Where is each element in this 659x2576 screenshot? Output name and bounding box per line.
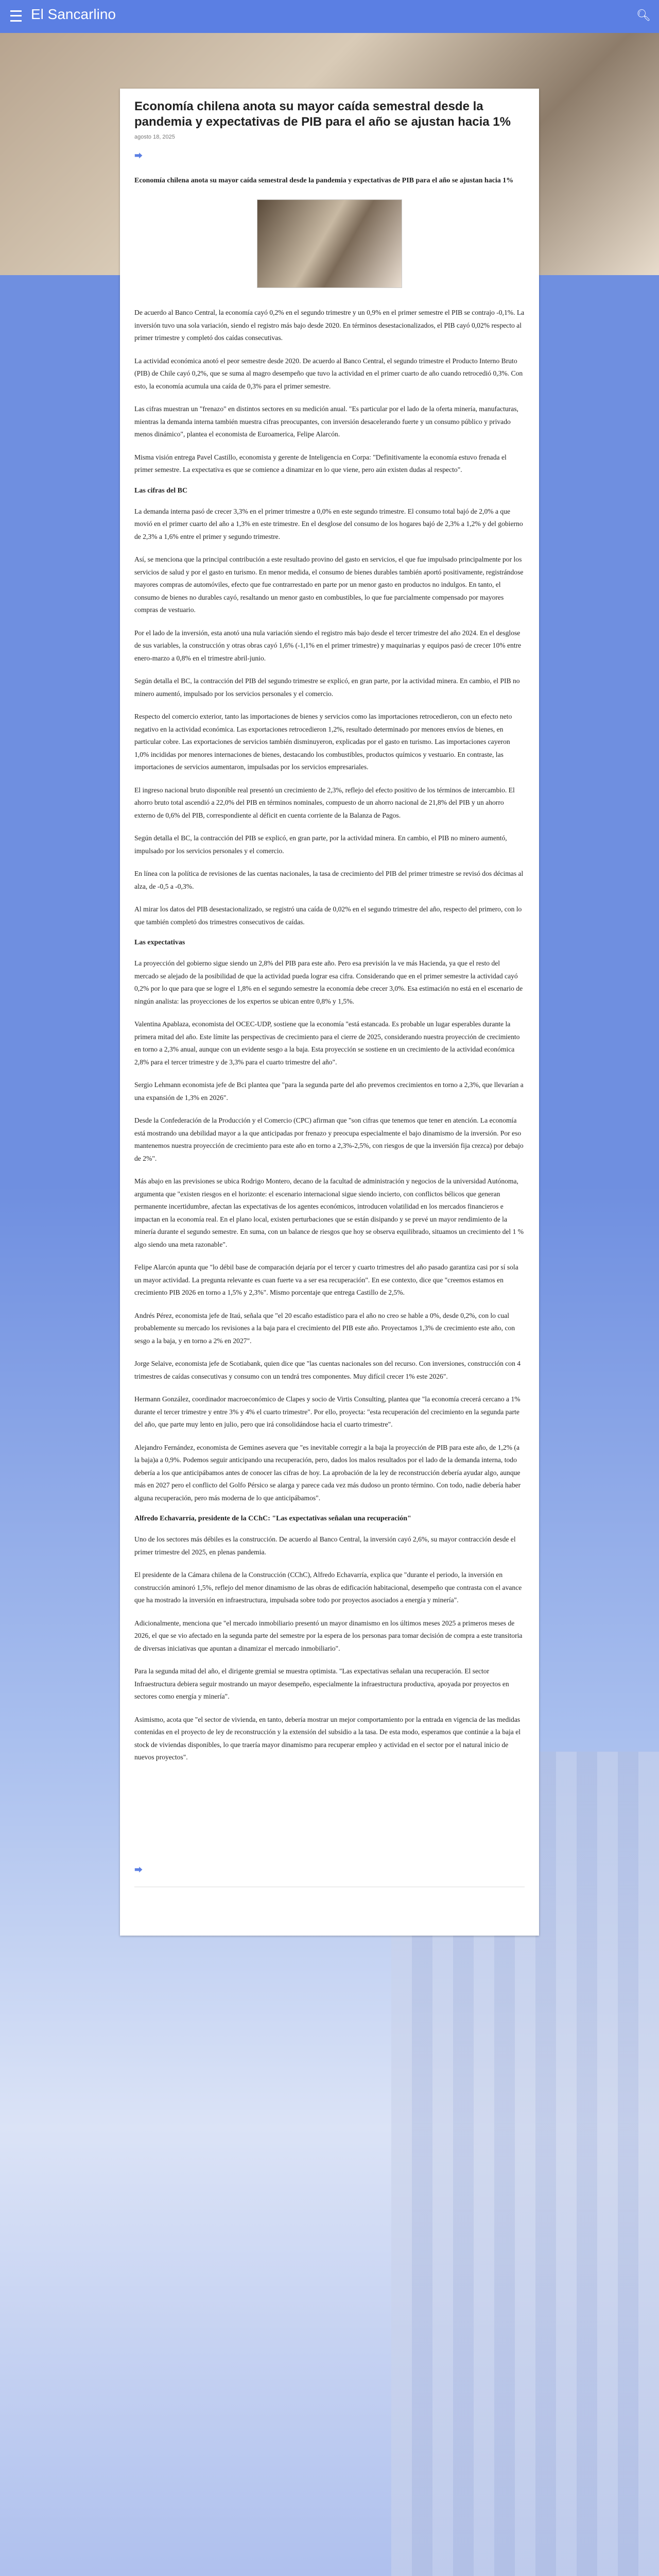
post-paragraph: Andrés Pérez, economista jefe de Itaú, señala que "el 20 escaño estadístico para el año no creo se hable a 0%, desde 0,2%, con lo cual probablemente su mercado los revisiones a la baja para el crecimiento del PIB este año. Proyectamos 1,3% de crecimiento este año, con sesgo a la baja, y en torno a 2% en 2027".: [134, 1311, 515, 1345]
post-paragraph: De acuerdo al Banco Central, la economía cayó 0,2% en el segundo trimestre y un 0,9% en el primer semestre el PIB se contrajo -0,1%. La inversión tuvo una sola variación, siendo el registro más bajo desde 2020. En términos desestacionalizados, el PIB cayó 0,02% respecto al primer trimestre y completó dos caídas consecutivas.: [134, 309, 525, 342]
post-date[interactable]: agosto 18, 2025: [134, 134, 175, 140]
post-paragraph: Hermann González, coordinador macroeconómico de Clapes y socio de Virtis Consulting, plantea que "la economía crecerá cercano a 1% durante el tercer trimestre y entre 3% y 4% el cuarto trimestre". Por ello, proyecta: "esta recuperación del crecimiento en la segunda parte del año, que parte muy lento en julio, pero que irá consolidándose hacia el cuarto trimestre".: [134, 1395, 521, 1428]
post-paragraph: Alejandro Fernández, economista de Gemines asevera que "es inevitable corregir a la baja la proyección de PIB para este año, de 1,2% (a la baja)a a 0,9%. Podemos seguir anticipando una recuperación, pero, dados los malos resultados por el lado de la demanda interna, todo debería a los que anticipábamos antes de conocer las cifras de hoy. La aprobación de la ley de reconstrucción debería ayudar algo, aunque más en 2027 pero el conflicto del Golfo Pérsico se alarga y parece cada vez más dudoso un pronto término. Con todo, nadie debería haber alguna recuperación, pero más moderna de lo que anticipábamos".: [134, 1443, 521, 1502]
post-paragraph: Para la segunda mitad del año, el dirigente gremial se muestra optimista. "Las expectativas señalan una recuperación. El sector Infraestructura debiera seguir mostrando un mayor desempeño, especialmente la infraestructura productiva, apoyada por proyectos en sectores como energía y minería".: [134, 1667, 509, 1700]
post-paragraph: Por el lado de la inversión, esta anotó una nula variación siendo el registro más bajo desde el tercer trimestre del año 2024. En el desglose de sus variables, la construcción y otras obras cayó 1,6% (-1,1% en el primer trimestre) y maquinarias y equipos pasó de crecer 10% entre enero-marzo a 0,8% en el trimestre abril-junio.: [134, 629, 522, 662]
post-title: Economía chilena anota su mayor caída semestral desde la pandemia y expectativas de PIB para el año se ajustan hacia 1%: [134, 99, 511, 129]
post-paragraph: Según detalla el BC, la contracción del PIB se explicó, en gran parte, por la actividad minera. En cambio, el PIB no minero aumentó, impulsado por los servicios personales y el comercio.: [134, 834, 507, 855]
post-paragraph: Adicionalmente, menciona que "el mercado inmobiliario presentó un mayor dinamismo en los últimos meses 2025 a primeros meses de 2026, el que se vio afectado en la segunda parte del semestre por la espera de los personas para tomar decisión de compra a este transitoria de diversas iniciativas que apuntan a dinamizar el mercado inmobiliario".: [134, 1619, 523, 1652]
post-paragraph: Más abajo en las previsiones se ubica Rodrigo Montero, decano de la facultad de administración y negocios de la universidad Autónoma, argumenta que "existen riesgos en el horizonte: el escenario internacional sigue siendo incierto, con conflictos bélicos que generan permanente incertidumbre, afectan las expectativas de los agentes económicos, introducen volatilidad en los mercados financieros e impactan en la economía real. En el plano local, existen perturbaciones que se están disipando y se prevé un mayor rendimiento de la minería durante el segundo semestre. En suma, con un balance de riesgos que hoy se observa equilibrado, situamos un crecimiento del 1 % algo siendo una meta razonable".: [134, 1177, 524, 1248]
post-paragraph: Asimismo, acota que "el sector de vivienda, en tanto, debería mostrar un mejor comportamiento por la entrada en vigencia de las medidas contenidas en el proyecto de ley de reconstrucción y la extensión del subsidio a la tasa. De esta modo, esperamos que continúe a la baja el stock de viviendas disponibles, lo que traería mayor dinamismo para recuperar empleo y actividad en el sector por el natural inicio de nuevos proyectos".: [134, 1715, 521, 1761]
top-app-bar: [0, 0, 659, 33]
post-paragraph: El ingreso nacional bruto disponible real presentó un crecimiento de 2,3%, reflejo del efecto positivo de los términos de intercambio. El ahorro bruto total ascendió a 22,0% del PIB en términos nominales, compuesto de un ahorro nacional de 21,8% del PIB y un ahorro externo de 0,6% del PIB, correspondiente al déficit en cuenta corriente de la Balanza de Pagos.: [134, 786, 515, 819]
post-paragraph: La demanda interna pasó de crecer 3,3% en el primer trimestre a 0,0% en este segundo trimestre. El consumo total bajó de 2,0% a que movió en el primer cuarto del año a 1,3% en este trimestre. En el desglose del consumo de los hogares bajó de 2,3% a 1,2% y del gobierno de 2,3% a 1,6% entre el primer y segundo trimestre.: [134, 507, 523, 540]
post-paragraph: En línea con la política de revisiones de las cuentas nacionales, la tasa de crecimiento del PIB del primer trimestre se revisó dos décimas al alza, de -0,5 a -0,3%.: [134, 870, 524, 890]
post-paragraph: Las cifras muestran un "frenazo" en distintos sectores en su medición anual. "Es particular por el lado de la oferta minería, manufacturas, mientras la demanda interna también muestra cifras preocupantes, con inversión desacelerando fuerte y un consumo público y privado menos dinámico", plantea el economista de Euroamerica, Felipe Alarcón.: [134, 405, 518, 438]
share-icon[interactable]: ⮕: [134, 151, 143, 161]
post-paragraph: Uno de los sectores más débiles es la construcción. De acuerdo al Banco Central, la inversión cayó 2,6%, su mayor contracción desde el primer trimestre del 2025, en plenas pandemia.: [134, 1535, 516, 1556]
post-paragraph: Jorge Selaive, economista jefe de Scotiabank, quien dice que "las cuentas nacionales son del recurso. Con inversiones, construcción con 4 trimestres de caídas consecutivas y consumo con un tendrá tres componentes. Muy difícil crecer 1% este 2026".: [134, 1360, 521, 1380]
post-paragraph: La actividad económica anotó el peor semestre desde 2020. De acuerdo al Banco Central, el segundo trimestre el Producto Interno Bruto (PIB) de Chile cayó 0,2%, que se suma al magro desempeño que tuvo la actividad en el primer cuarto de año cuando retrocedió 0,3%. Con esto, la economía acumula una caída de 0,3% para el primer semestre.: [134, 357, 523, 390]
post-card: [120, 89, 539, 1936]
section-heading: Alfredo Echavarría, presidente de la CChC: "Las expectativas señalan una recuperación": [134, 1515, 411, 1522]
post-paragraph: Según detalla el BC, la contracción del PIB del segundo trimestre se explicó, en gran parte, por la actividad minera. En cambio, el PIB no minero aumentó, impulsado por los servicios personales y el comercio.: [134, 677, 520, 698]
post-paragraph: Así, se menciona que la principal contribución a este resultado provino del gasto en servicios, el que fue impulsado principalmente por los servicios de salud y por el gasto en turismo. En menor medida, el consumo de bienes durables también aportó positivamente, registrándose mayores compras de automóviles, efecto que fue contrarrestado en parte por un menor gasto en productos no indulgos. En tanto, el consumo de bienes no durables cayó, resaltando un menor gasto en combustibles, lo que fue parcialmente compensado por mayores compras de vestuario.: [134, 555, 524, 614]
section-heading: Las expectativas: [134, 939, 185, 946]
blog-title[interactable]: El Sancarlino: [31, 6, 116, 22]
search-icon[interactable]: 🔍︎: [636, 9, 651, 22]
post-paragraph: Al mirar los datos del PIB desestacionalizado, se registró una caída de 0,02% en el segundo trimestre del año, respecto del primero, con lo que también completó dos trimestres consecutivos de caídas.: [134, 905, 522, 926]
post-paragraph: Respecto del comercio exterior, tanto las importaciones de bienes y servicios como las importaciones retrocedieron, con un efecto neto negativo en la actividad económica. Las exportaciones retrocedieron 1,2%, resultado determinado por menores envíos de bienes, en particular cobre. Las exportaciones de servicios también disminuyeron, explicadas por el gasto en turismo. Las importaciones cayeron 1,0% incididas por menores internaciones de bienes, destacando los combustibles, productos químicos y vestuario. En contraste, las importaciones de servicios aumentaron, impulsadas por los servicios empresariales.: [134, 713, 512, 771]
post-paragraph: Felipe Alarcón apunta que "lo débil base de comparación dejaría por el tercer y cuarto trimestres del año pasado garantiza casi por sí sola un mayor actividad. La pregunta relevante es cuan fuerte va a ser esa recuperación". En ese contexto, dice que "creemos estamos en crecimiento PIB 2026 en torno a 1,5% y 2,3%". Mismo porcentaje que entrega Castillo de 2,5%.: [134, 1263, 518, 1296]
section-heading: Las cifras del BC: [134, 486, 188, 495]
menu-icon[interactable]: [10, 10, 22, 22]
post-lead: Economía chilena anota su mayor caída semestral desde la pandemia y expectativas de PIB para el año se ajustan hacia 1%: [134, 177, 514, 184]
share-icon[interactable]: ⮕: [134, 1865, 143, 1875]
post-paragraph: Misma visión entrega Pavel Castillo, economista y gerente de Inteligencia en Corpa: "Definitivamente la economía estuvo frenada el primer semestre. La expectativa es que se comience a dinamizar en lo que viene, pero aún existen dudas al respecto".: [134, 453, 507, 473]
post-paragraph: El presidente de la Cámara chilena de la Construcción (CChC), Alfredo Echavarría, explica que "durante el periodo, la inversión en construcción aminoró 1,5%, reflejo del menor dinamismo de las obras de edificación habitacional, desempeño que contrasta con el avance que ha mostrado la inversión en infraestructura, impulsada sobre todo por proyectos asociados a energía y minería".: [134, 1571, 522, 1604]
post-paragraph: Valentina Apablaza, economista del OCEC-UDP, sostiene que la economía "está estancada. Es probable un lugar esperables durante la primera mitad del año. Este límite las perspectivas de crecimiento para el cierre de 2025, considerando nuestra proyección de crecimiento en torno a 2,3% anual, aunque con un evidente sesgo a la baja. Esta proyección se sostiene en un crecimiento de la actividad económica 2,8% para el tercer trimestre y de 3,3% para el cuarto trimestre del año".: [134, 1020, 520, 1066]
post-image: [257, 199, 402, 288]
post-paragraph: La proyección del gobierno sigue siendo un 2,8% del PIB para este año. Pero esa previsión la ve más Hacienda, ya que el resto del mercado se alejado de la posibilidad de que la actividad pueda lograr esa cifra. Considerando que en el primer semestre la actividad cayó 0,2% por lo que para que se logre el 1,8% en el segundo semestre la economía debe crecer 3,0%. Esa estimación no está en el escenario de ningún analista: las proyecciones de los expertos se ubican entre 0,8% y 1,5%.: [134, 959, 523, 1005]
post-paragraph: Desde la Confederación de la Producción y el Comercio (CPC) afirman que "son cifras que tenemos que tener en atención. La economía está mostrando una debilidad mayor a la que anticipadas por frenazo y preocupa especialmente el bajo dinamismo de la inversión. Por eso mantenemos nuestra proyección de crecimiento para este año en torno a 2,3%-2,5%, con riesgos de que la inversión fija crezca) por debajo de 2%".: [134, 1116, 524, 1162]
post-paragraph: Sergio Lehmann economista jefe de Bci plantea que "para la segunda parte del año prevemos crecimientos en torno a 2,3%, que llevarían a una expansión de 1,3% en 2026".: [134, 1081, 524, 1101]
